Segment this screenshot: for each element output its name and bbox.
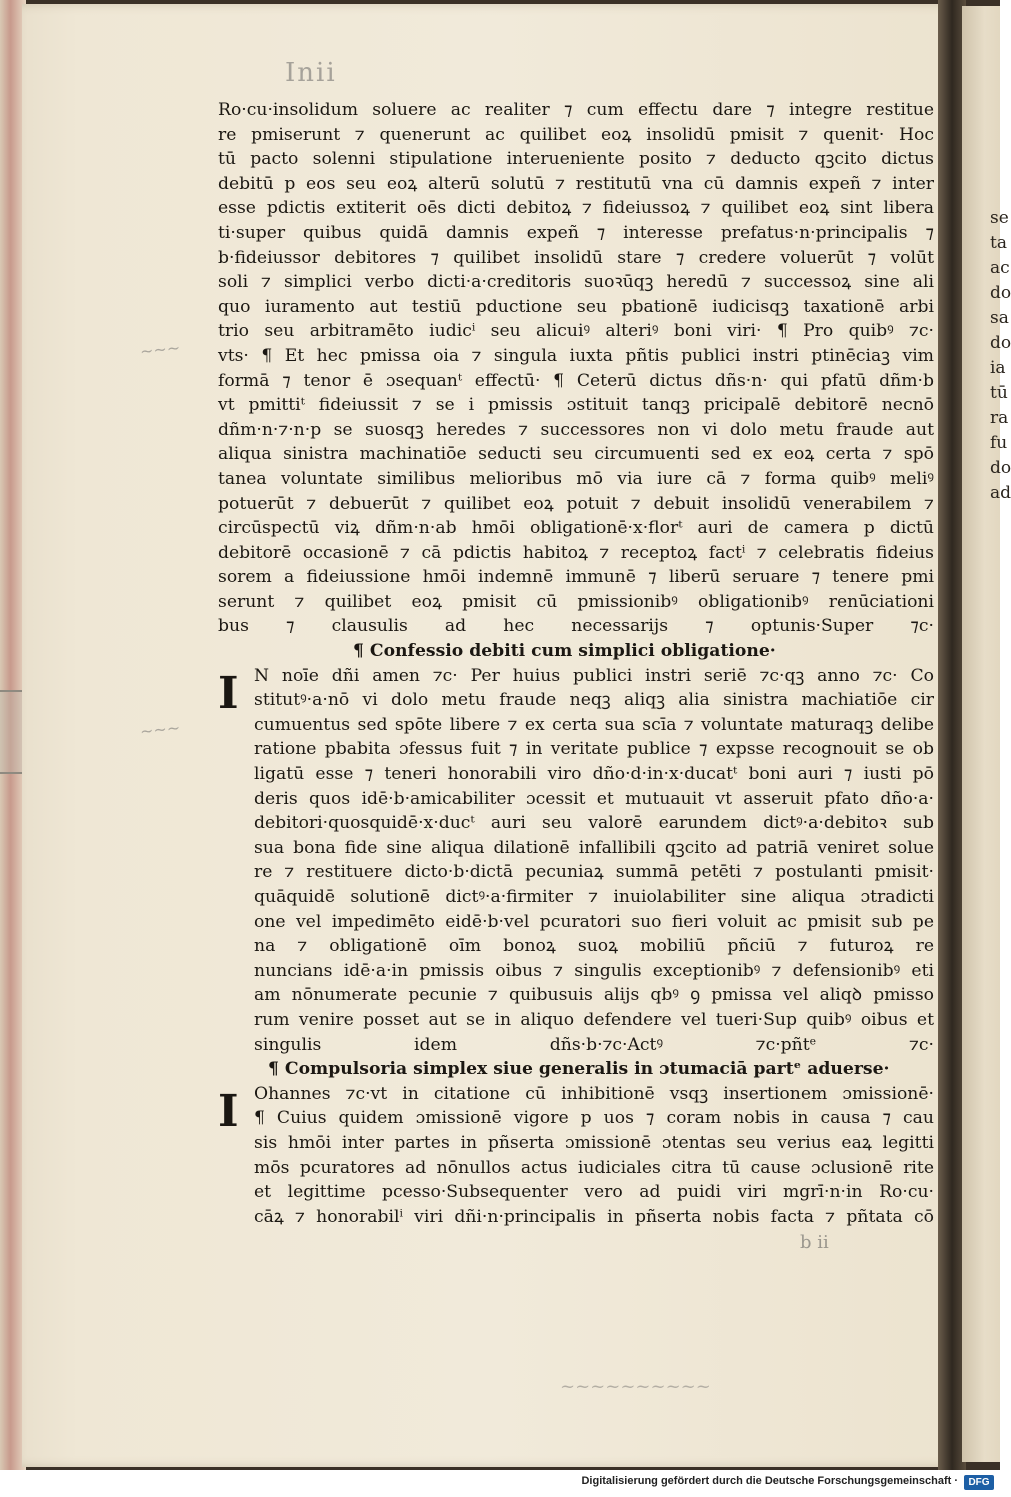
facing-page-fragment: se <box>990 208 1009 228</box>
text-line: ¶ Cuius quidem ɔmissionē vigore p uos ⁊ coram nobis in causa ⁊ cau <box>254 1108 934 1129</box>
facing-page-fragment: fu <box>990 433 1008 453</box>
text-line: cumuentus sed spōte libere ⁊ ex certa sua scīa ⁊ voluntate maturaqꝫ delibe <box>254 714 934 735</box>
text-line: deris quos idē·b·amicabiliter ɔcessit et mutuauit vt asseruit pfato dño·a· <box>254 788 934 809</box>
facing-page-fragment: do <box>990 333 1011 353</box>
text-line: esse pdictis extiterit oēs dicti debitoꝝ ⁊ fideiussoꝝ ⁊ quilibet eoꝝ sint libera <box>218 198 934 219</box>
initial-capital: I <box>218 1086 239 1137</box>
text-line: ligatū esse ⁊ teneri honorabili viro dño·d·in·x·ducatᵗ boni auri ⁊ iusti pō <box>254 764 934 785</box>
facing-page-edge <box>962 6 1011 1462</box>
marginal-annotation: ~~~ <box>139 717 182 742</box>
text-line: debitū p eos seu eoꝝ alterū solutū ⁊ restitutū vna cū damnis expeñ ⁊ inter <box>218 173 934 194</box>
facing-page-fragment: do <box>990 283 1011 303</box>
facing-page-fragment: ad <box>990 483 1011 503</box>
text-line: Ro·cu·insolidum soluere ac realiter ⁊ cum effectu dare ⁊ integre restitue <box>218 100 934 120</box>
facing-page-fragment: do <box>990 458 1011 478</box>
text-line: ratione pbabita ɔfessus fuit ⁊ in veritate publice ⁊ expsse recognouit se ob <box>254 739 934 760</box>
text-line: tū pacto solenni stipulatione interueniente posito ⁊ deducto qꝫcito dictus <box>218 149 934 170</box>
text-line: formā ⁊ tenor ē ɔsequanᵗ effectū· ¶ Ceterū dictus dñs·n· qui pfatū dñm·b <box>218 370 934 391</box>
handwritten-footnote: ~~~~~~~~~~ <box>560 1376 711 1397</box>
text-line: tanea voluntate similibus melioribus mō via iure cā ⁊ forma quibꝰ meliꝰ <box>218 468 934 489</box>
folio-number: Inii <box>285 58 337 88</box>
footer-credit: Digitalisierung gefördert durch die Deutsche Forschungsgemeinschaft · <box>581 1475 958 1487</box>
text-line: et legittime pcesso·Subsequenter vero ad puidi viri mgrī·n·in Ro·cu· <box>254 1182 934 1203</box>
initial-capital: I <box>218 668 239 719</box>
text-line: debitori·quosquidē·x·ducᵗ auri seu valorē earundem dictꝰ·a·debitoꝛ sub <box>254 813 934 834</box>
facing-page-fragment: sa <box>990 308 1009 328</box>
text-line: am nōnumerate pecunie ⁊ quibusuis alijs qbꝰ ꝯ pmissa vel aliqꝺ pmisso <box>254 985 934 1006</box>
facing-page-fragment: ac <box>990 258 1010 278</box>
paragraph-compulsoria <box>218 1082 934 1230</box>
text-line: trio seu arbitramēto iudicⁱ seu alicuiꝰ alteriꝰ boni viri· ¶ Pro quibꝰ ⁊c· <box>218 321 934 342</box>
text-line: quo iuramento aut testiū pductione seu pbationē iudicisqꝫ taxationē arbi <box>218 296 934 317</box>
text-line: debitorē occasionē ⁊ cā pdictis habitoꝝ ⁊ receptoꝝ factⁱ ⁊ celebratis fideius <box>218 542 934 563</box>
facing-page-fragment: tū <box>990 383 1008 403</box>
text-line: N noīe dñi amen ⁊c· Per huius publici instri seriē ⁊c·qꝫ anno ⁊c· Co <box>254 665 934 686</box>
text-line: one vel impedimēto eidē·b·vel pcuratori suo fieri voluit ac pmisit sub pe <box>254 911 934 932</box>
signature-mark: b ii <box>800 1232 829 1253</box>
facing-page-fragment: ta <box>990 233 1007 253</box>
heading-confessio: ¶ Confessio debiti cum simplici obligatione· <box>353 641 776 662</box>
text-line: ti·super quibus quidā damnis expeñ ⁊ interesse prefatus·n·principalis ⁊ <box>218 222 934 243</box>
text-line: sis hmōi inter partes in pñserta ɔmissionē ɔtentas seu verius eaꝝ legitti <box>254 1132 934 1153</box>
text-line: Ohannes ⁊c·vt in citatione cū inhibitionē vsqꝫ insertionem ɔmissionē· <box>254 1083 934 1104</box>
text-line: vt pmittiᵗ fideiussit ⁊ se i pmissis ɔstituit tanqꝫ pricipalē debitorē necnō <box>218 395 934 416</box>
text-line: cāꝝ ⁊ honorabilⁱ viri dñi·n·principalis in pñserta nobis facta ⁊ pñtata cō <box>254 1206 934 1227</box>
text-line: vts· ¶ Et hec pmissa oia ⁊ singula iuxta pñtis publici instri ptinēciaꝫ vim <box>218 345 934 366</box>
text-line: sua bona fide sine aliqua dilationē infallibili qꝫcito ad patriā veniret solue <box>254 837 934 858</box>
text-line: circūspectū viꝝ dñm·n·ab hmōi obligationē·x·florᵗ auri de camera p dictū <box>218 518 934 539</box>
paragraph-confessio <box>218 664 934 1058</box>
text-line: soli ⁊ simplici verbo dicti·a·creditoris suoꝛūqꝫ heredū ⁊ successoꝝ sine ali <box>218 272 934 293</box>
footer-bar <box>0 1470 1000 1497</box>
heading-compulsoria: ¶ Compulsoria simplex siue generalis in ɔtumaciā partᵉ aduerse· <box>268 1059 890 1080</box>
marginal-annotation: ~~~ <box>139 337 182 362</box>
text-line: na ⁊ obligationē oīm bonoꝝ suoꝝ mobiliū pñciū ⁊ futuroꝝ re <box>254 936 934 957</box>
text-line: quāquidē solutionē dictꝰ·a·firmiter ⁊ inuiolabiliter sine aliqua ɔtradicti <box>254 887 934 907</box>
text-line: aliqua sinistra machinatiōe seducti seu circumuenti sed ex eoꝝ certa ⁊ spō <box>218 444 934 465</box>
main-text-block <box>218 98 934 1229</box>
text-line: bus ⁊ clausulis ad hec necessarijs ⁊ optunis·Super ⁊c· <box>218 616 934 637</box>
facing-page-fragment: ra <box>990 408 1009 428</box>
paragraph-suretyship <box>218 98 934 639</box>
text-line: mōs pcuratores ad nōnullos actus iudiciales citra tū cause ɔclusionē rite <box>254 1157 934 1178</box>
text-line: singulis idem dñs·b·⁊c·Actꝰ ⁊c·pñtᵉ ⁊c· <box>254 1034 934 1055</box>
dfg-logo: DFG <box>964 1475 994 1490</box>
facing-page-fragment: ia <box>990 358 1006 378</box>
text-line: nuncians idē·a·in pmissis oibus ⁊ singulis exceptionibꝰ ⁊ defensionibꝰ eti <box>254 960 934 981</box>
text-line: serunt ⁊ quilibet eoꝝ pmisit cū pmissionibꝰ obligationibꝰ renūciationi <box>218 591 934 612</box>
text-line: potuerūt ⁊ debuerūt ⁊ quilibet eoꝝ potuit ⁊ debuit insolidū venerabilem ⁊ <box>218 493 934 514</box>
text-line: rum venire posset aut se in aliquo defendere vel tueri·Sup quibꝰ oibus et <box>254 1009 934 1030</box>
text-line: dñm·n·⁊·n·p se suosqꝫ heredes ⁊ successores non vi dolo metu fraude aut <box>218 419 934 440</box>
text-line: stitutꝰ·a·nō vi dolo metu fraude neqꝫ aliqꝫ alia sinistra machiatiōe cir <box>254 690 934 711</box>
text-line: re pmiserunt ⁊ quenerunt ac quilibet eoꝝ insolidū pmisit ⁊ quenit· Hoc <box>218 124 934 145</box>
text-line: sorem a fideiussione hmōi indemnē immunē ⁊ liberū seruare ⁊ tenere pmi <box>218 567 934 588</box>
text-line: re ⁊ restituere dicto·b·dictā pecuniaꝝ summā petēti ⁊ postulanti pmisit· <box>254 862 934 883</box>
facing-page-fragments <box>962 6 1011 506</box>
text-line: b·fideiussor debitores ⁊ quilibet insolidū stare ⁊ credere voluerūt ⁊ volūt <box>218 247 934 268</box>
